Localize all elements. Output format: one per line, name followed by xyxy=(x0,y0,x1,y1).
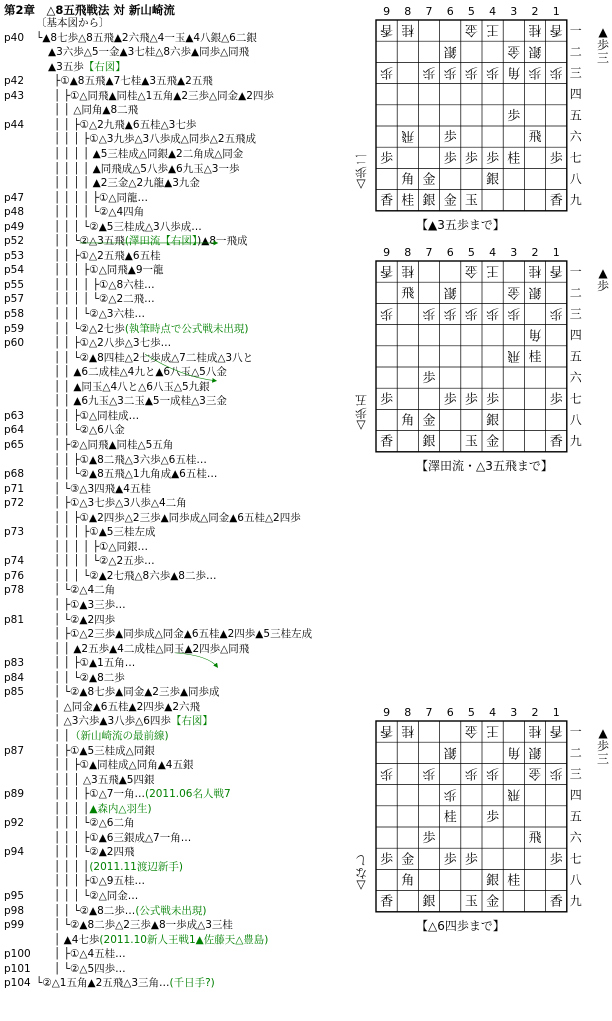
move-sequence: │ │ ▲6二成桂△4九と▲6八玉△5八金 xyxy=(54,366,227,379)
move-sequence: │ │ │ │ ├①△同銀… xyxy=(54,540,148,553)
page-ref: p47 xyxy=(4,191,25,204)
sente-piece: 歩 xyxy=(507,108,521,124)
page-ref: p68 xyxy=(4,468,25,481)
move-sequence: │ │ ├①△2九飛▲6五桂△3七歩 xyxy=(54,118,197,131)
sente-piece: 金 xyxy=(443,193,457,209)
row-label: 五 xyxy=(569,108,582,123)
gote-piece: 歩 xyxy=(464,305,478,321)
column-label: 3 xyxy=(510,5,518,18)
move-sequence: 〔基本図から〕 xyxy=(36,17,110,29)
column-label: 7 xyxy=(425,706,433,719)
gote-piece: 歩 xyxy=(486,64,500,80)
row-label: 二 xyxy=(569,745,582,760)
move-sequence: │ └②△4二角 xyxy=(54,584,116,597)
row-label: 八 xyxy=(569,873,582,887)
sente-piece: 桂 xyxy=(507,873,521,889)
gote-piece: 飛 xyxy=(401,128,415,144)
gote-piece: 香 xyxy=(549,723,563,739)
column-label: 8 xyxy=(404,246,412,259)
page-ref: p85 xyxy=(4,686,25,699)
column-label: 3 xyxy=(510,246,518,259)
row-label: 六 xyxy=(569,370,582,385)
move-sequence: │ │（新山崎流の最前線) xyxy=(54,729,169,742)
move-sequence: │ ├②△同飛▲同桂△5五角 xyxy=(54,438,174,451)
column-label: 6 xyxy=(446,5,454,18)
gote-piece: 歩 xyxy=(549,765,563,781)
row-label: 八 xyxy=(569,413,582,427)
page-ref: p64 xyxy=(4,424,25,437)
page-ref: p43 xyxy=(4,89,25,102)
sente-piece: 銀 xyxy=(422,193,436,209)
sente-piece: 歩 xyxy=(549,392,563,408)
sente-piece: 金 xyxy=(422,413,436,429)
gote-piece: 王 xyxy=(486,22,500,38)
move-sequence: │ │ │ │ ├①△同龍… xyxy=(54,191,148,204)
gote-hand: △ 歩 二 xyxy=(355,152,368,192)
sente-piece: 玉 xyxy=(464,894,478,910)
move-sequence: │ │ │ │ ▲2三金△2九龍▲3九金 xyxy=(54,177,200,190)
gote-piece: 角 xyxy=(528,326,542,342)
move-sequence: │ ├①△4五桂… xyxy=(54,948,126,961)
row-label: 九 xyxy=(569,434,582,449)
sente-hand: ▲ 歩 三 xyxy=(596,726,609,766)
gote-piece: 金 xyxy=(464,263,478,279)
row-label: 二 xyxy=(569,285,582,300)
annotation: (千日手?) xyxy=(169,977,215,990)
gote-piece: 銀 xyxy=(443,284,457,300)
move-sequence: │ ├①△同飛▲同桂△1五角▲2三歩△同金▲2四歩 xyxy=(54,89,274,102)
move-sequence: │ └②△5四歩… xyxy=(54,962,126,975)
page-ref: p55 xyxy=(4,278,25,291)
page-ref: p92 xyxy=(4,817,25,830)
page-ref: p95 xyxy=(4,890,25,902)
move-sequence: │ │ └②▲8二歩…(公式戦未出現) xyxy=(54,904,207,917)
gote-piece: 桂 xyxy=(528,263,542,279)
row-label: 七 xyxy=(569,851,582,866)
move-sequence: │ │ │ △3五飛▲5四銀 xyxy=(54,773,155,786)
page-ref: p99 xyxy=(4,919,25,932)
annotation: 【右図】 xyxy=(170,715,213,728)
page-ref: p72 xyxy=(4,497,25,510)
annotation: (執筆時点で公式戦未出現) xyxy=(124,322,249,335)
gote-piece: 歩 xyxy=(464,765,478,781)
move-sequence: │ │ │ ├①▲5三桂左成 xyxy=(54,526,156,539)
sente-piece: 歩 xyxy=(464,151,478,167)
gote-piece: 王 xyxy=(486,263,500,279)
chapter-title: 第2章 △8五飛戦法 対 新山崎流 xyxy=(4,3,175,17)
page-ref: p52 xyxy=(4,235,25,248)
gote-piece: 銀 xyxy=(528,744,542,760)
gote-piece: 金 xyxy=(464,723,478,739)
column-label: 2 xyxy=(531,706,539,719)
move-sequence: │ │ ├①△同桂成… xyxy=(54,409,140,422)
move-sequence: ├①▲8五飛▲7七桂▲3五飛▲2五飛 xyxy=(54,75,213,88)
page-ref: p71 xyxy=(4,482,25,495)
column-label: 5 xyxy=(467,706,475,719)
column-label: 9 xyxy=(383,246,391,259)
gote-piece: 歩 xyxy=(549,305,563,321)
page-ref: p40 xyxy=(4,31,25,44)
move-sequence: │ │ ├①▲1五角… xyxy=(54,657,136,670)
move-sequence: │ │ └②▲8二歩 xyxy=(54,671,125,684)
move-sequence: │ └②▲8二歩△2三歩▲8一歩成△3三桂 xyxy=(54,919,233,932)
row-label: 五 xyxy=(569,349,582,364)
page-ref: p59 xyxy=(4,322,25,335)
gote-piece: 金 xyxy=(528,765,542,781)
sente-piece: 角 xyxy=(401,172,415,188)
page-ref: p104 xyxy=(4,977,31,990)
sente-piece: 金 xyxy=(401,852,415,868)
gote-piece: 歩 xyxy=(464,64,478,80)
sente-piece: 金 xyxy=(486,894,500,910)
row-label: 四 xyxy=(569,328,582,343)
move-sequence: │ │ │ ├①△7一角…(2011.06名人戦7 xyxy=(54,788,231,801)
move-sequence: │ │ └②▲8五飛△1九角成▲6五桂… xyxy=(54,468,218,481)
column-label: 2 xyxy=(531,5,539,18)
move-sequence: │ │ │ └②△3六桂… xyxy=(54,308,145,320)
page-ref: p48 xyxy=(4,206,25,219)
sente-piece: 歩 xyxy=(443,130,457,146)
annotation: ▲森内△羽生) xyxy=(89,802,152,815)
move-sequence: │ └②▲2四歩 xyxy=(54,613,116,626)
column-label: 4 xyxy=(489,5,497,18)
column-label: 5 xyxy=(467,246,475,259)
sente-piece: 玉 xyxy=(464,434,478,450)
gote-piece: 歩 xyxy=(380,64,394,80)
gote-piece: 桂 xyxy=(401,723,415,739)
gote-piece: 歩 xyxy=(380,765,394,781)
row-label: 八 xyxy=(569,172,582,186)
move-sequence: └②△1五角▲2五飛△3三角…(千日手?) xyxy=(36,977,215,990)
move-sequence: │ ├①△2三歩▲同歩成△同金▲6五桂▲2四歩▲5三桂左成 xyxy=(54,628,313,641)
move-sequence: │ │ ├①△2五飛▲6五桂 xyxy=(54,249,161,262)
sente-piece: 飛 xyxy=(528,831,542,847)
sente-piece: 銀 xyxy=(486,873,500,889)
page-ref: p65 xyxy=(4,438,25,451)
move-sequence: │ │ │ │ ▲同飛成△5八歩▲6九玉△3一歩 xyxy=(54,162,240,175)
page-ref: p53 xyxy=(4,249,25,262)
move-sequence: │ │ △同角▲8二飛 xyxy=(54,104,139,117)
gote-piece: 飛 xyxy=(507,786,521,802)
move-sequence: │ │ ├①▲2四歩△2三歩▲同歩成△同金▲6五桂△2四歩 xyxy=(54,511,301,524)
move-sequence: │ │ ├①▲同桂成△同角▲4五銀 xyxy=(54,759,194,772)
column-label: 1 xyxy=(552,5,560,18)
move-sequence: ▲3六歩△5一金▲3七桂△8六歩▲同歩△同飛 xyxy=(48,46,250,59)
annotation: (2011.10新人王戦1▲佐藤天△豊島) xyxy=(99,933,269,946)
move-sequence: │ │ │ │(2011.11渡辺新手) xyxy=(54,860,183,873)
shogi-board xyxy=(368,2,598,212)
page-ref: p84 xyxy=(4,671,25,684)
sente-piece: 桂 xyxy=(507,151,521,167)
move-sequence: └▲8七歩△8五飛▲2六飛△4一玉▲4八銀△6二銀 xyxy=(36,31,257,44)
column-label: 3 xyxy=(510,706,518,719)
sente-piece: 金 xyxy=(422,172,436,188)
move-sequence: │ │ └②▲8四桂△2七歩成△7二桂成△3八と xyxy=(54,351,254,364)
row-label: 三 xyxy=(569,307,582,321)
gote-piece: 飛 xyxy=(507,347,521,363)
annotation: 【右図】 xyxy=(83,60,126,73)
page-ref: p87 xyxy=(4,744,25,757)
column-label: 7 xyxy=(425,246,433,259)
sente-piece: 桂 xyxy=(401,193,415,209)
move-sequence: │ ├①△3七歩△3八歩△4二角 xyxy=(54,497,187,510)
row-label: 七 xyxy=(569,391,582,406)
column-label: 8 xyxy=(404,706,412,719)
page-ref: p54 xyxy=(4,264,25,277)
row-label: 九 xyxy=(569,894,582,909)
sente-piece: 金 xyxy=(486,434,500,450)
sente-piece: 桂 xyxy=(443,809,457,825)
gote-piece: 歩 xyxy=(422,305,436,321)
move-sequence: │ │ │ └②△6二角 xyxy=(54,817,135,830)
board-caption: 【△6四歩まで】 xyxy=(416,919,505,933)
gote-piece: 歩 xyxy=(380,305,394,321)
gote-hand: △ 歩 五 xyxy=(355,393,368,433)
move-sequence: │ │ │ └②△同金… xyxy=(54,890,139,902)
sente-piece: 銀 xyxy=(422,434,436,450)
row-label: 一 xyxy=(569,264,582,279)
sente-piece: 歩 xyxy=(380,392,394,408)
move-sequence: │ │ │ │ ▲5三桂成△同銀▲2二角成△同金 xyxy=(54,147,244,160)
gote-piece: 桂 xyxy=(401,263,415,279)
gote-piece: 角 xyxy=(507,64,521,80)
move-sequence: │ │ ▲2五歩▲4二成桂△同玉▲2四歩△同飛 xyxy=(54,642,250,655)
sente-piece: 歩 xyxy=(380,852,394,868)
page-ref: p100 xyxy=(4,948,31,961)
gote-piece: 歩 xyxy=(422,765,436,781)
column-label: 5 xyxy=(467,5,475,18)
sente-piece: 香 xyxy=(549,894,563,910)
gote-piece: 歩 xyxy=(443,64,457,80)
sente-piece: 香 xyxy=(380,894,394,910)
annotation: (澤田流【右図】 xyxy=(124,235,198,248)
page-ref: p74 xyxy=(4,555,25,568)
move-sequence: │ △3六歩▲3八歩△6四歩【右図】 xyxy=(54,715,213,728)
move-sequence: │ │ ├①▲8二飛△3六歩△6五桂… xyxy=(54,453,207,466)
gote-piece: 銀 xyxy=(443,43,457,59)
move-sequence: │ │ │ ├①▲6三銀成△7一角… xyxy=(54,831,192,844)
sente-piece: 飛 xyxy=(401,286,415,302)
sente-piece: 銀 xyxy=(486,413,500,429)
gote-piece: 歩 xyxy=(443,305,457,321)
page-ref: p76 xyxy=(4,569,25,582)
shogi-board xyxy=(368,243,598,453)
gote-piece: 香 xyxy=(380,263,394,279)
gote-piece: 歩 xyxy=(486,305,500,321)
sente-piece: 歩 xyxy=(443,392,457,408)
row-label: 二 xyxy=(569,44,582,59)
move-sequence: │ │ │ └②▲5三桂成△3八歩成… xyxy=(54,220,202,233)
page-ref: p101 xyxy=(4,962,31,975)
page-ref: p73 xyxy=(4,526,25,539)
move-sequence: │ ▲4七歩(2011.10新人王戦1▲佐藤天△豊島) xyxy=(54,933,269,946)
move-sequence: │ │ │ │ └②△2五歩… xyxy=(54,555,155,568)
column-label: 4 xyxy=(489,706,497,719)
sente-piece: 歩 xyxy=(443,852,457,868)
sente-piece: 歩 xyxy=(549,852,563,868)
gote-piece: 銀 xyxy=(528,284,542,300)
move-sequence: │ │ │ └②▲2四飛 xyxy=(54,846,135,859)
row-label: 九 xyxy=(569,193,582,208)
row-label: 一 xyxy=(569,724,582,739)
row-label: 七 xyxy=(569,150,582,165)
row-label: 六 xyxy=(569,830,582,845)
move-sequence: │ │ │ │ └②△2二飛… xyxy=(54,293,155,306)
column-label: 6 xyxy=(446,706,454,719)
column-label: 9 xyxy=(383,5,391,18)
sente-piece: 桂 xyxy=(528,349,542,365)
move-sequence: │ └③△3四飛▲4五桂 xyxy=(54,482,151,495)
sente-piece: 歩 xyxy=(464,852,478,868)
sente-piece: 歩 xyxy=(549,151,563,167)
move-sequence: │ │ │ ├①△9五桂… xyxy=(54,875,145,888)
page-ref: p60 xyxy=(4,337,25,350)
row-label: 六 xyxy=(569,129,582,144)
row-label: 一 xyxy=(569,23,582,38)
column-label: 1 xyxy=(552,246,560,259)
gote-piece: 香 xyxy=(380,22,394,38)
gote-piece: 歩 xyxy=(549,64,563,80)
page-ref: p49 xyxy=(4,220,25,233)
move-sequence: ▲3五歩【右図】 xyxy=(48,60,126,73)
gote-piece: 金 xyxy=(507,43,521,59)
gote-hand: △ な し xyxy=(355,853,368,893)
move-sequence: │ │ ├①△2八歩△3七歩… xyxy=(54,337,172,350)
sente-hand: ▲ 歩 三 xyxy=(596,25,609,65)
board-caption: 【▲3五歩まで】 xyxy=(416,218,505,232)
row-label: 三 xyxy=(569,66,582,80)
sente-piece: 飛 xyxy=(528,130,542,146)
gote-piece: 香 xyxy=(549,22,563,38)
gote-piece: 歩 xyxy=(443,786,457,802)
sente-piece: 玉 xyxy=(464,193,478,209)
row-label: 三 xyxy=(569,767,582,781)
page-ref: p78 xyxy=(4,584,25,597)
gote-piece: 香 xyxy=(380,723,394,739)
sente-piece: 角 xyxy=(401,873,415,889)
column-label: 8 xyxy=(404,5,412,18)
sente-piece: 香 xyxy=(380,193,394,209)
gote-piece: 角 xyxy=(507,744,521,760)
gote-piece: 銀 xyxy=(443,744,457,760)
page-ref: p57 xyxy=(4,293,25,306)
page-ref: p83 xyxy=(4,657,25,670)
sente-piece: 銀 xyxy=(486,172,500,188)
move-sequence: │ ├①▲5三桂成△同銀 xyxy=(54,744,155,757)
annotation: (2011.11渡辺新手) xyxy=(89,860,183,873)
row-label: 五 xyxy=(569,809,582,824)
move-sequence: │ │ │ │▲森内△羽生) xyxy=(54,802,152,815)
column-label: 1 xyxy=(552,706,560,719)
page-ref: p94 xyxy=(4,846,25,859)
sente-piece: 銀 xyxy=(422,894,436,910)
annotation: (2011.06名人戦7 xyxy=(144,788,231,801)
row-label: 四 xyxy=(569,87,582,102)
column-label: 7 xyxy=(425,5,433,18)
move-sequence: │ │ └②△6八金 xyxy=(54,424,125,437)
page-ref: p89 xyxy=(4,788,25,801)
move-sequence: │ │ ▲同玉△4八と△6八玉△5九銀 xyxy=(54,380,210,393)
page-ref: p58 xyxy=(4,308,25,320)
page-ref: p42 xyxy=(4,75,25,88)
gote-piece: 王 xyxy=(486,723,500,739)
gote-piece: 歩 xyxy=(486,765,500,781)
page-ref: p63 xyxy=(4,409,25,422)
sente-piece: 歩 xyxy=(422,831,436,847)
column-label: 2 xyxy=(531,246,539,259)
sente-piece: 香 xyxy=(549,434,563,450)
page-ref: p98 xyxy=(4,904,25,917)
annotation: (公式戦未出現) xyxy=(135,904,207,917)
gote-piece: 金 xyxy=(464,22,478,38)
sente-hand: ▲ 歩 xyxy=(596,266,609,293)
gote-piece: 桂 xyxy=(401,22,415,38)
move-sequence: │ │ │ │ ├①△8六桂… xyxy=(54,278,155,291)
move-sequence: │ └②▲8七歩▲同金▲2三歩▲同歩成 xyxy=(54,686,220,699)
sente-piece: 歩 xyxy=(422,371,436,387)
gote-piece: 歩 xyxy=(422,64,436,80)
gote-piece: 歩 xyxy=(507,305,521,321)
move-sequence: │ │ │ └②▲2七飛△8六歩▲8二歩… xyxy=(54,569,217,582)
move-sequence: │ │ │ ├①△同飛▲9一龍 xyxy=(54,264,164,277)
sente-piece: 角 xyxy=(401,413,415,429)
board-caption: 【澤田流・△3五飛まで】 xyxy=(416,459,553,473)
gote-piece: 歩 xyxy=(528,64,542,80)
move-sequence: │ │ │ │ └②△4四角 xyxy=(54,206,145,219)
move-sequence: │ │ │ ├①△3九歩△3八歩成△同歩△2五飛成 xyxy=(54,133,257,146)
row-label: 四 xyxy=(569,788,582,803)
sente-piece: 香 xyxy=(380,434,394,450)
move-sequence: │ △同金▲6五桂▲2四歩▲2六飛 xyxy=(54,700,200,713)
annotation: （新山崎流の最前線) xyxy=(69,729,169,742)
gote-piece: 銀 xyxy=(528,43,542,59)
column-label: 9 xyxy=(383,706,391,719)
sente-piece: 歩 xyxy=(443,151,457,167)
gote-piece: 桂 xyxy=(528,22,542,38)
gote-piece: 香 xyxy=(549,263,563,279)
gote-piece: 桂 xyxy=(528,723,542,739)
column-label: 6 xyxy=(446,246,454,259)
sente-piece: 歩 xyxy=(486,392,500,408)
move-sequence: │ │ └②△3五飛(澤田流【右図】)▲8一飛成 xyxy=(54,235,248,248)
sente-piece: 歩 xyxy=(380,151,394,167)
sente-piece: 歩 xyxy=(486,151,500,167)
gote-piece: 金 xyxy=(507,284,521,300)
move-sequence: │ │ └②△2七歩(執筆時点で公式戦未出現) xyxy=(54,322,249,335)
sente-piece: 香 xyxy=(549,193,563,209)
sente-piece: 歩 xyxy=(486,809,500,825)
page-ref: p81 xyxy=(4,613,25,626)
shogi-board xyxy=(368,703,598,913)
column-label: 4 xyxy=(489,246,497,259)
move-sequence: │ ├①▲3三歩… xyxy=(54,599,126,611)
sente-piece: 歩 xyxy=(464,392,478,408)
page-ref: p44 xyxy=(4,118,25,131)
move-sequence: │ │ ▲6九玉△3二玉▲5一成桂△3三金 xyxy=(54,395,227,408)
